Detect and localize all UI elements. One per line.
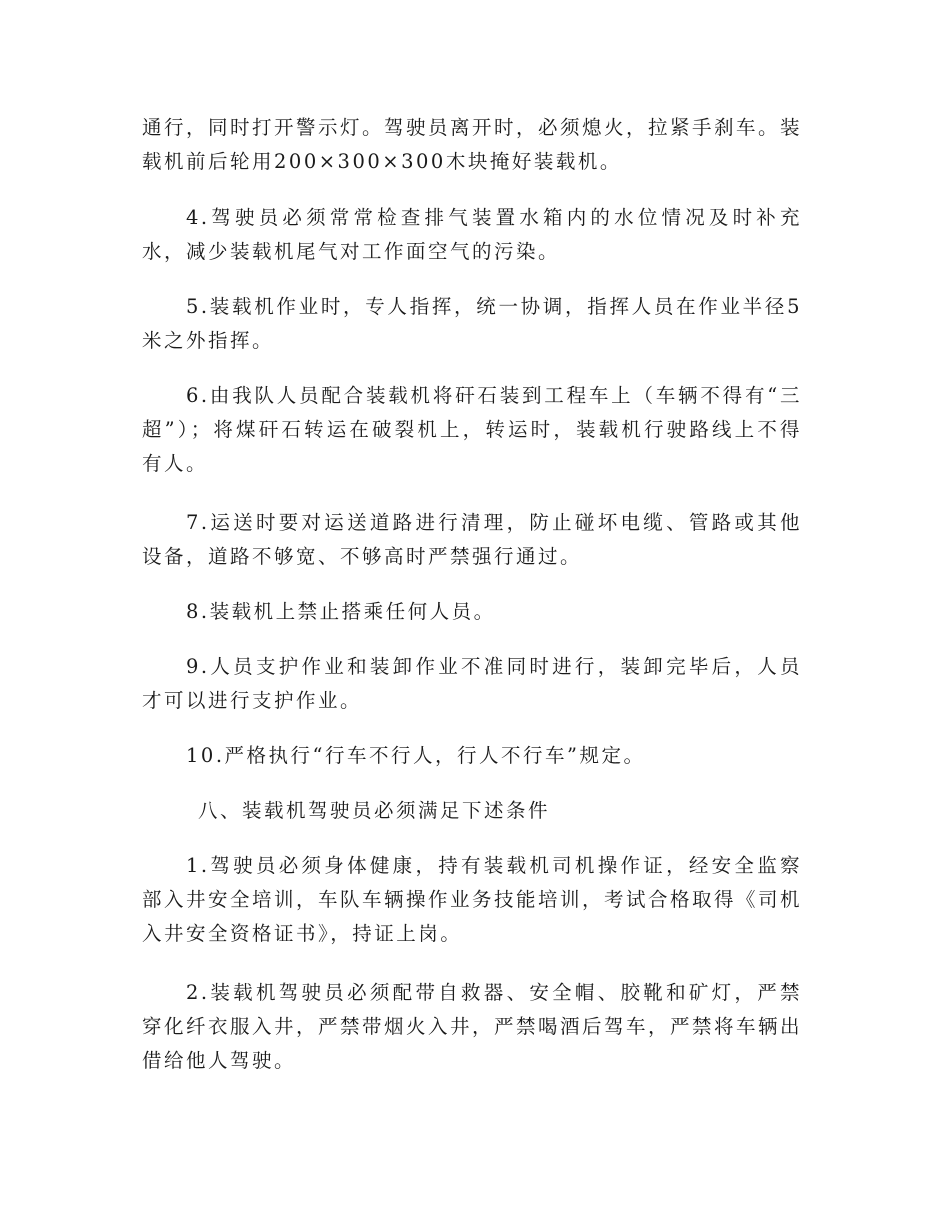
paragraph-item-8: 8.装载机上禁止搭乘任何人员。 <box>186 600 496 623</box>
paragraph-item-4: 4.驾驶员必须常常检查排气装置水箱内的水位情况及时补充水，减少装载机尾气对工作面空气的污染。 <box>142 206 802 263</box>
section-heading: 八、装载机驾驶员必须满足下述条件 <box>198 799 551 822</box>
paragraph-item-7: 7.运送时要对运送道路进行清理，防止碰坏电缆、管路或其他设备，道路不够宽、不够高时严禁强行通过。 <box>142 511 802 568</box>
paragraph-item-9: 9.人员支护作业和装卸作业不准同时进行，装卸完毕后，人员才可以进行支护作业。 <box>142 655 802 712</box>
paragraph-item-6: 6.由我队人员配合装载机将矸石装到工程车上（车辆不得有“三超”）；将煤矸石转运在破裂机上，转运时，装载机行驶路线上不得有人。 <box>142 384 802 475</box>
paragraph-item-10: 10.严格执行“行车不行人，行人不行车”规定。 <box>186 744 646 767</box>
section-paragraph-1: 1.驾驶员必须身体健康，持有装载机司机操作证，经安全监察部入井安全培训，车队车辆操作业务技能培训，考试合格取得《司机入井安全资格证书》，持证上岗。 <box>142 854 803 945</box>
paragraph-continuation: 通行，同时打开警示灯。驾驶员离开时，必须熄火，拉紧手刹车。装载机前后轮用200×300×300木块掩好装载机。 <box>142 116 803 173</box>
paragraph-item-5: 5.装载机作业时，专人指挥，统一协调，指挥人员在作业半径5米之外指挥。 <box>142 295 802 352</box>
section-paragraph-2: 2.装载机驾驶员必须配带自救器、安全帽、胶靴和矿灯，严禁穿化纤衣服入井，严禁带烟火入井，严禁喝酒后驾车，严禁将车辆出借给他人驾驶。 <box>142 981 803 1072</box>
